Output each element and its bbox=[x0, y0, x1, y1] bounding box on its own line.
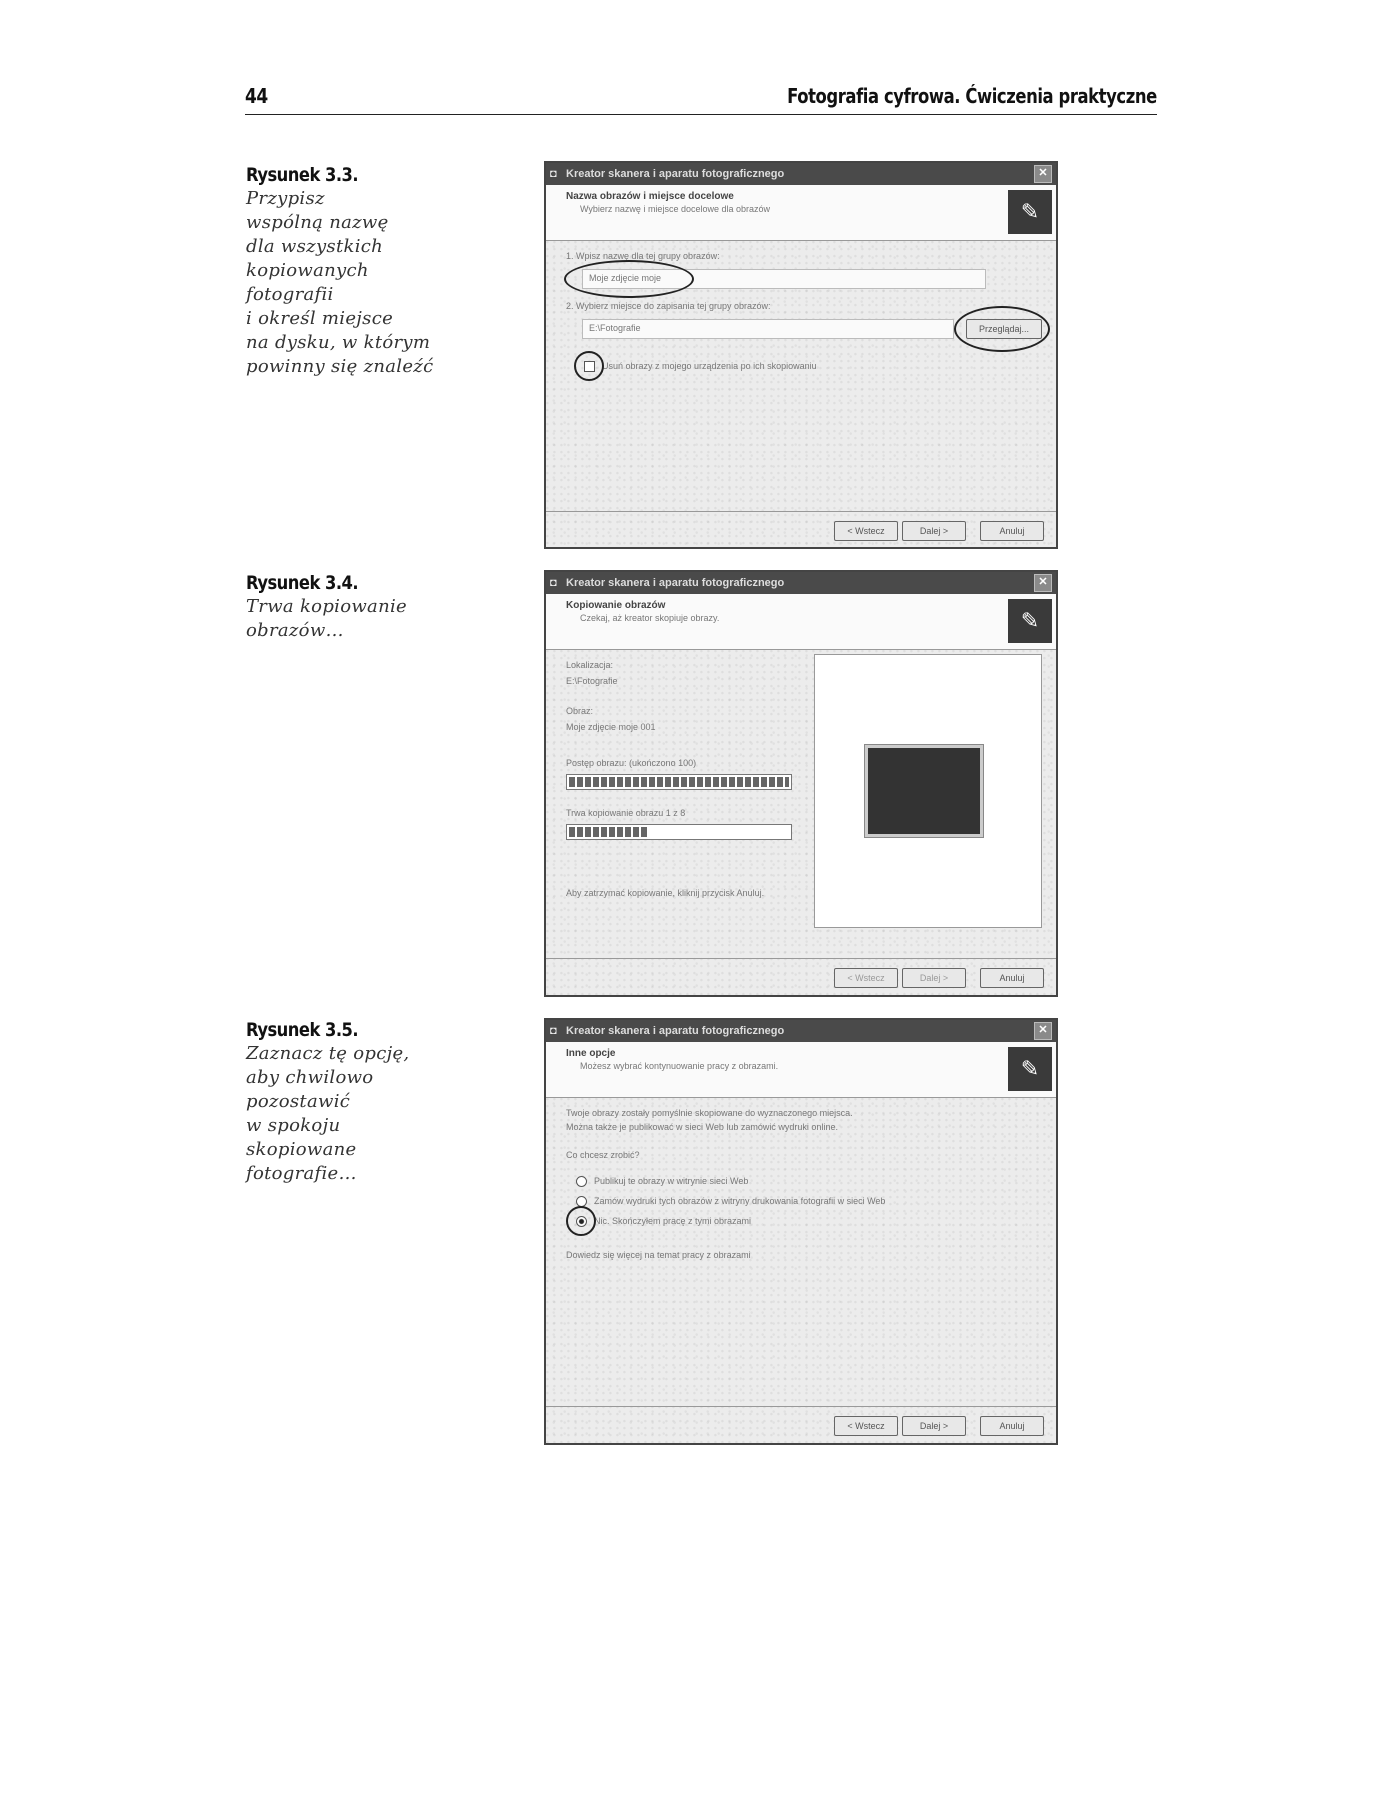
back-button[interactable]: < Wstecz bbox=[834, 1416, 898, 1436]
delete-after-copy-label: Usuń obrazy z mojego urządzenia po ich skopiowaniu bbox=[602, 361, 817, 371]
banner-subtitle: Wybierz nazwę i miejsce docelowe dla obrazów bbox=[580, 204, 771, 214]
dialog-title: Kreator skanera i aparatu fotograficznego bbox=[566, 1025, 785, 1037]
highlight-ellipse bbox=[566, 1206, 596, 1236]
footer-divider bbox=[546, 511, 1056, 512]
figure-caption bbox=[246, 572, 456, 643]
wizard-banner bbox=[546, 1042, 1056, 1098]
app-icon: ◘ bbox=[550, 168, 557, 180]
group-name-input[interactable]: Moje zdjęcie moje bbox=[582, 269, 986, 289]
more-info-link[interactable]: Dowiedz się więcej na temat pracy z obrazami bbox=[566, 1250, 751, 1260]
file-value: Moje zdjęcie moje 001 bbox=[566, 722, 656, 732]
page-header bbox=[245, 84, 1157, 115]
banner-subtitle: Możesz wybrać kontynuowanie pracy z obrazami. bbox=[580, 1061, 779, 1071]
next-button[interactable]: Dalej > bbox=[902, 968, 966, 988]
image-preview-pane bbox=[814, 654, 1042, 928]
titlebar bbox=[546, 163, 1056, 185]
next-button[interactable]: Dalej > bbox=[902, 521, 966, 541]
figure-caption-text: Zaznacz tę opcję, aby chwilowo pozostawić w spokoju skopiowane fotografie… bbox=[246, 1043, 410, 1184]
wizard-banner bbox=[546, 594, 1056, 650]
order-prints-label: Zamów wydruki tych obrazów z witryny drukowania fotografii w sieci Web bbox=[594, 1196, 886, 1206]
location-label: Lokalizacja: bbox=[566, 660, 614, 670]
overall-progress-fill bbox=[569, 827, 648, 837]
dialog-title: Kreator skanera i aparatu fotograficznego bbox=[566, 577, 785, 589]
app-icon: ◘ bbox=[550, 1025, 557, 1037]
photo-thumbnail bbox=[865, 745, 983, 837]
cancel-button[interactable]: Anuluj bbox=[980, 968, 1044, 988]
close-button[interactable]: ✕ bbox=[1034, 574, 1052, 592]
footer-divider bbox=[546, 958, 1056, 959]
highlight-ellipse bbox=[564, 260, 694, 298]
footer-divider bbox=[546, 1406, 1056, 1407]
figure-caption bbox=[246, 1019, 456, 1186]
camera-wizard-icon: ✎ bbox=[1008, 599, 1052, 643]
figure-caption-text: Przypisz wspólną nazwę dla wszystkich kopiowanych fotografii i określ miejsce na dysku, w którym powinny się znaleźć bbox=[246, 188, 434, 377]
figure-label: Rysunek 3.4. bbox=[246, 572, 359, 594]
wizard-dialog-other-options bbox=[544, 1018, 1058, 1445]
figure-caption bbox=[246, 164, 456, 379]
browse-button[interactable]: Przeglądaj... bbox=[966, 319, 1042, 339]
page-number: 44 bbox=[245, 84, 268, 108]
wizard-body bbox=[546, 1098, 1056, 1445]
publish-web-label: Publikuj te obrazy w witrynie sieci Web bbox=[594, 1176, 749, 1186]
wizard-body bbox=[546, 650, 1056, 997]
wizard-dialog-copying bbox=[544, 570, 1058, 997]
close-button[interactable]: ✕ bbox=[1034, 1022, 1052, 1040]
publish-web-radio[interactable] bbox=[576, 1176, 587, 1187]
back-button[interactable]: < Wstecz bbox=[834, 521, 898, 541]
nothing-label: Nic. Skończyłem pracę z tymi obrazami bbox=[594, 1216, 752, 1226]
image-progress-bar bbox=[566, 774, 792, 790]
figure-label: Rysunek 3.5. bbox=[246, 1019, 359, 1041]
overall-progress-label: Trwa kopiowanie obrazu 1 z 8 bbox=[566, 808, 686, 818]
intro-text-line-1: Twoje obrazy zostały pomyślnie skopiowane do wyznaczonego miejsca. bbox=[566, 1108, 853, 1118]
copy-status-text: Aby zatrzymać kopiowanie, kliknij przycisk Anuluj. bbox=[566, 888, 765, 898]
titlebar bbox=[546, 1020, 1056, 1042]
question-label: Co chcesz zrobić? bbox=[566, 1150, 640, 1160]
wizard-banner bbox=[546, 185, 1056, 241]
banner-subtitle: Czekaj, aż kreator skopiuje obrazy. bbox=[580, 613, 720, 623]
camera-wizard-icon: ✎ bbox=[1008, 1047, 1052, 1091]
back-button[interactable]: < Wstecz bbox=[834, 968, 898, 988]
figure-caption-text: Trwa kopiowanie obrazów… bbox=[246, 596, 407, 641]
location-value: E:\Fotografie bbox=[566, 676, 618, 686]
image-progress-fill bbox=[569, 777, 789, 787]
destination-path-input[interactable]: E:\Fotografie bbox=[582, 319, 954, 339]
banner-title: Nazwa obrazów i miejsce docelowe bbox=[566, 191, 734, 202]
wizard-body bbox=[546, 241, 1056, 549]
titlebar bbox=[546, 572, 1056, 594]
intro-text-line-2: Można także je publikować w sieci Web lub zamówić wydruki online. bbox=[566, 1122, 838, 1132]
close-button[interactable]: ✕ bbox=[1034, 165, 1052, 183]
step-2-label: 2. Wybierz miejsce do zapisania tej grupy obrazów: bbox=[566, 301, 771, 311]
overall-progress-bar bbox=[566, 824, 792, 840]
running-title: Fotografia cyfrowa. Ćwiczenia praktyczne bbox=[787, 84, 1157, 108]
file-label: Obraz: bbox=[566, 706, 594, 716]
figure-label: Rysunek 3.3. bbox=[246, 164, 359, 186]
highlight-ellipse bbox=[954, 306, 1050, 352]
cancel-button[interactable]: Anuluj bbox=[980, 1416, 1044, 1436]
next-button[interactable]: Dalej > bbox=[902, 1416, 966, 1436]
camera-wizard-icon: ✎ bbox=[1008, 190, 1052, 234]
step-1-label: 1. Wpisz nazwę dla tej grupy obrazów: bbox=[566, 251, 720, 261]
wizard-dialog-naming bbox=[544, 161, 1058, 549]
dialog-title: Kreator skanera i aparatu fotograficznego bbox=[566, 168, 785, 180]
banner-title: Kopiowanie obrazów bbox=[566, 600, 666, 611]
highlight-ellipse bbox=[574, 351, 604, 381]
banner-title: Inne opcje bbox=[566, 1048, 616, 1059]
cancel-button[interactable]: Anuluj bbox=[980, 521, 1044, 541]
app-icon: ◘ bbox=[550, 577, 557, 589]
image-progress-label: Postęp obrazu: (ukończono 100) bbox=[566, 758, 697, 768]
